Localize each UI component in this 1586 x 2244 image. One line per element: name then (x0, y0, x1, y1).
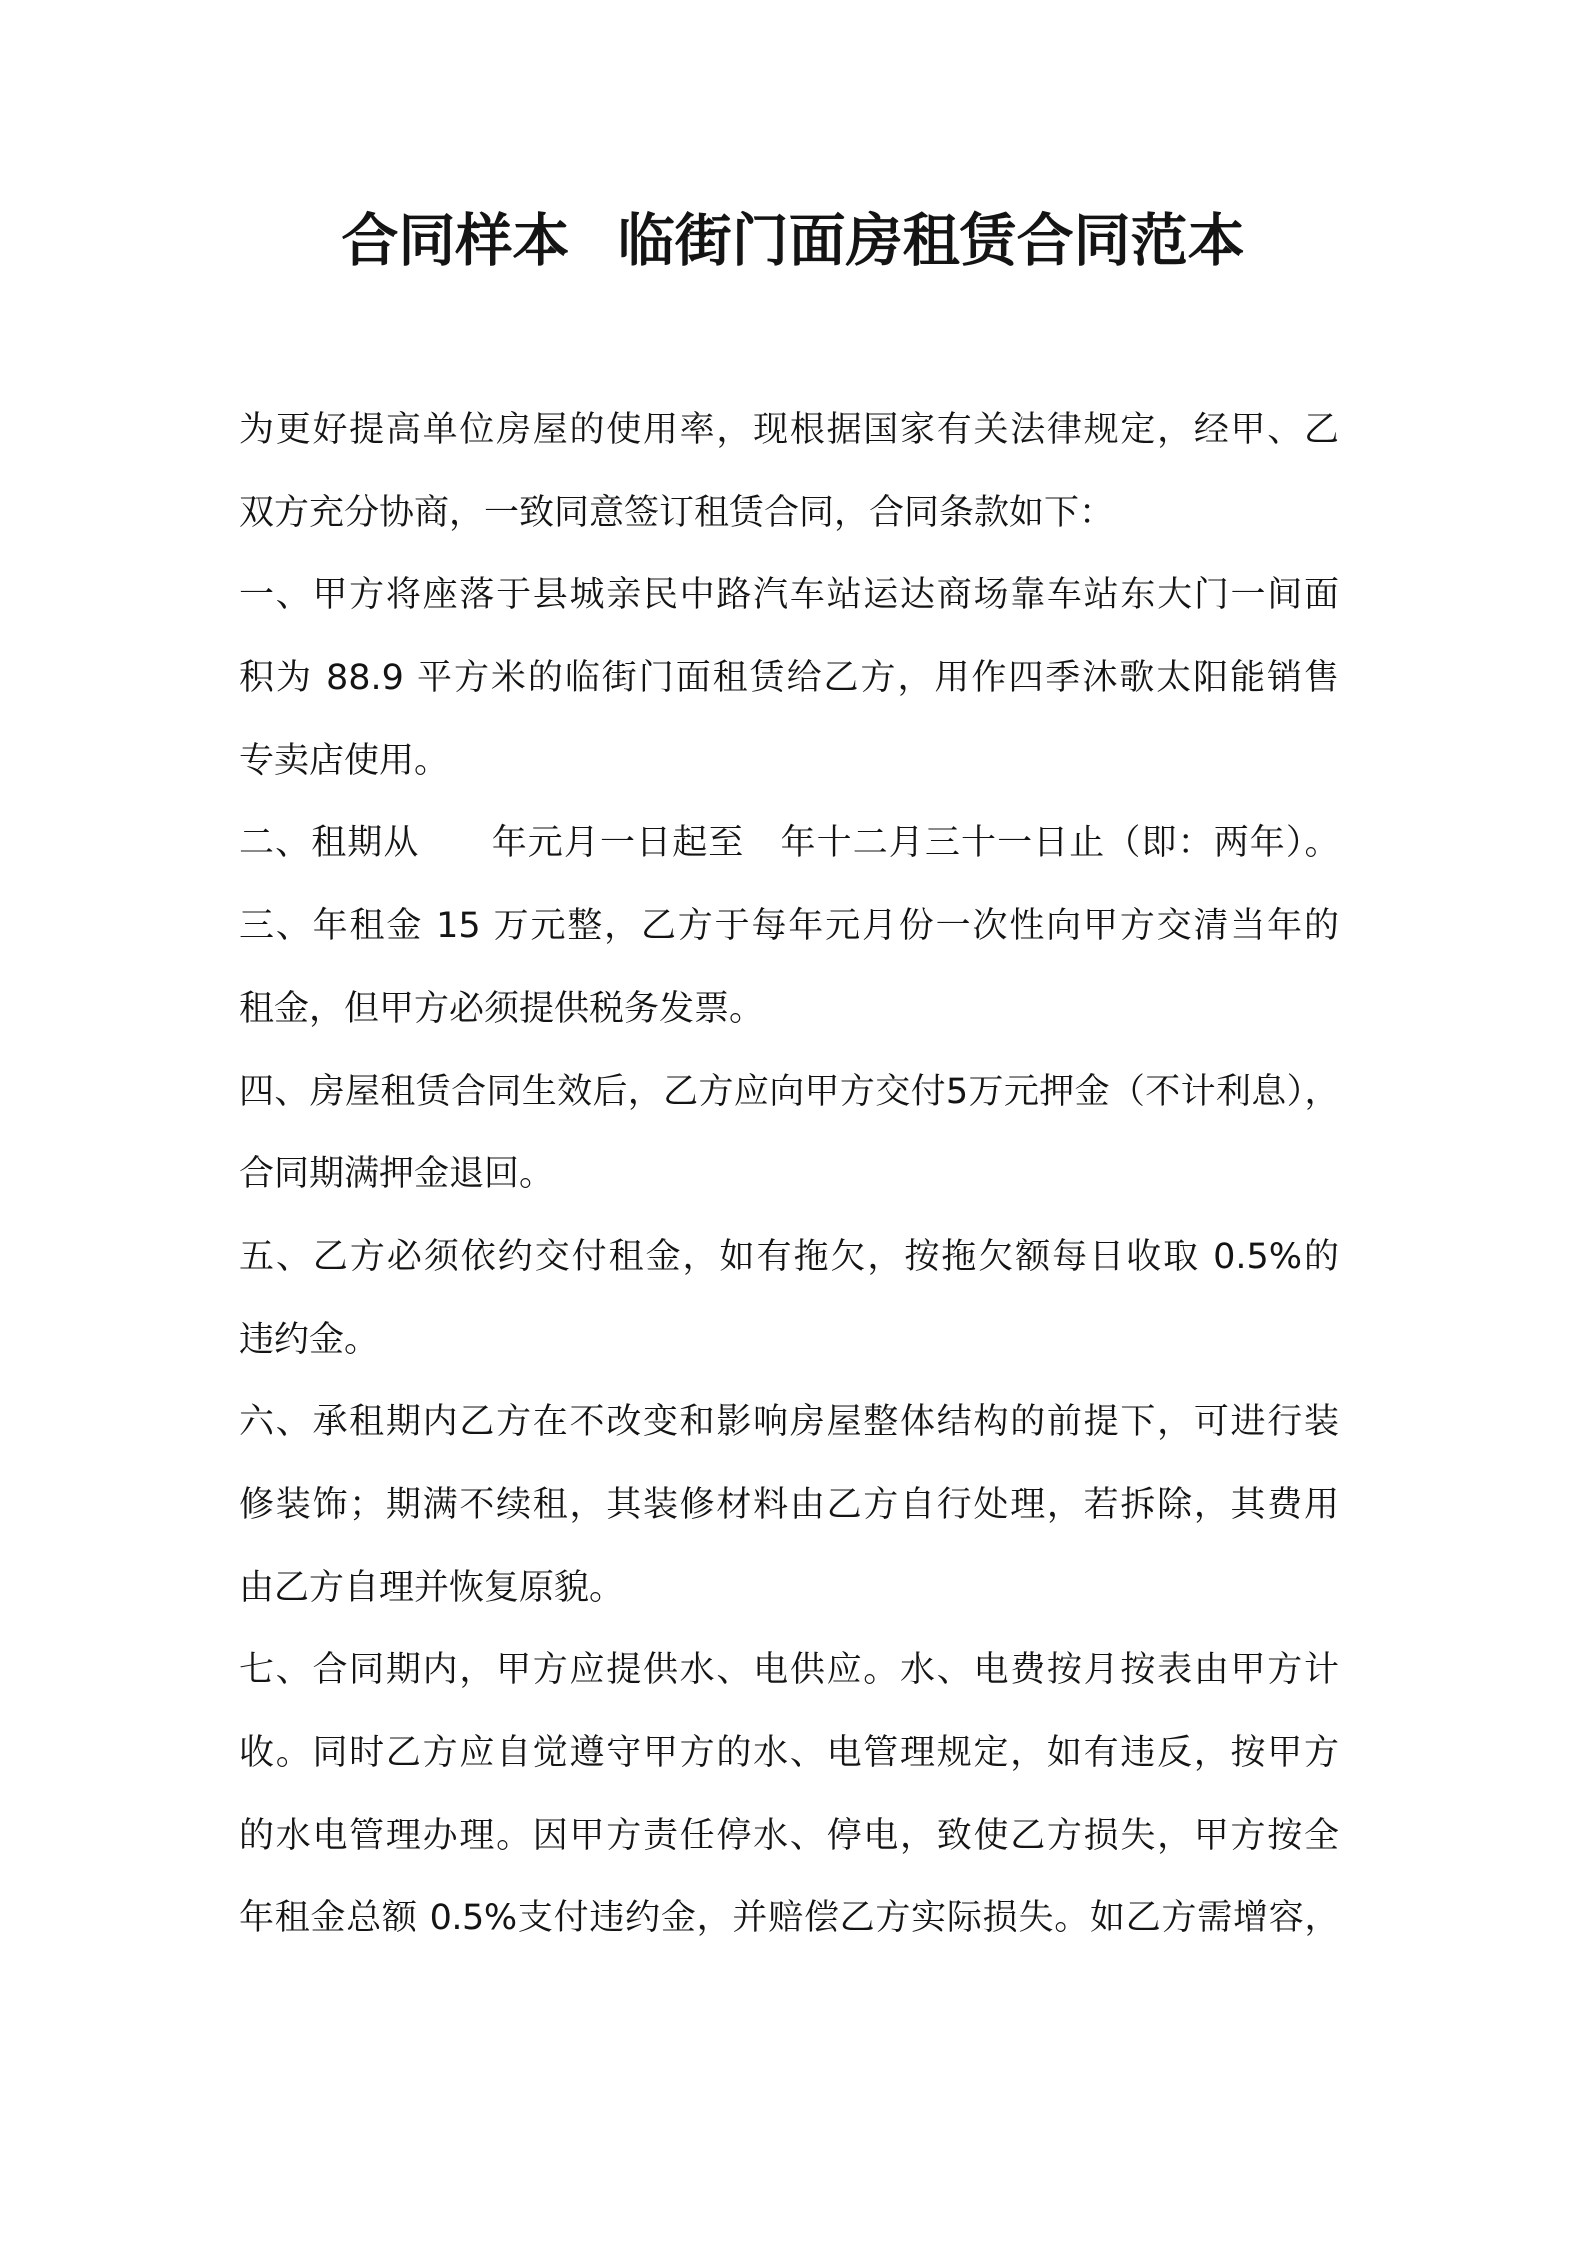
document-body (239, 389, 1339, 1960)
text-line: 收。同时乙方应自觉遵守甲方的水、电管理规定，如有违反，按甲方 (239, 1733, 1339, 1773)
text-line: 二、租期从 年元月一日起至 年十二月三十一日止（即：两年）。 (239, 823, 1339, 864)
text-line: 三、年租金 15 万元整，乙方于每年元月份一次性向甲方交清当年的 (239, 906, 1339, 947)
text-line: 由乙方自理并恢复原貌。 (239, 1567, 625, 1608)
text-line: 的水电管理办理。因甲方责任停水、停电，致使乙方损失，甲方按全 (239, 1815, 1339, 1856)
clause-6 (239, 1381, 1339, 1629)
text-line: 七、合同期内，甲方应提供水、电供应。水、电费按月按表由甲方计 (239, 1650, 1339, 1691)
text-line: 租金，但甲方必须提供税务发票。 (239, 988, 765, 1029)
text-line: 积为 88.9 平方米的临街门面租赁给乙方，用作四季沐歌太阳能销售 (239, 658, 1339, 699)
clause-3 (239, 885, 1339, 1050)
text-line: 五、乙方必须依约交付租金，如有拖欠，按拖欠额每日收取 0.5%的 (239, 1236, 1339, 1277)
text-line: 违约金。 (239, 1319, 380, 1360)
text-line: 四、房屋租赁合同生效后，乙方应向甲方交付5万元押金（不计利息）， (239, 1071, 1339, 1112)
text-line: 为更好提高单位房屋的使用率，现根据国家有关法律规定，经甲、乙 (239, 410, 1339, 450)
paragraph-intro (239, 389, 1339, 554)
clause-7 (239, 1629, 1339, 1960)
clause-5 (239, 1216, 1339, 1381)
clause-4 (239, 1051, 1339, 1216)
text-line: 双方充分协商，一致同意签订租赁合同，合同条款如下： (239, 492, 1115, 533)
text-line: 六、承租期内乙方在不改变和影响房屋整体结构的前提下，可进行装 (239, 1402, 1339, 1443)
text-line: 年租金总额 0.5%支付违约金，并赔偿乙方实际损失。如乙方需增容， (239, 1898, 1339, 1939)
text-line: 修装饰；期满不续租，其装修材料由乙方自行处理，若拆除，其费用 (239, 1484, 1339, 1525)
text-line: 专卖店使用。 (239, 740, 450, 781)
text-line: 一、甲方将座落于县城亲民中路汽车站运达商场靠车站东大门一间面 (239, 575, 1339, 616)
document-title: 合同样本 临街门面房租赁合同范本 (341, 208, 1245, 274)
clause-1 (239, 554, 1339, 802)
clause-2 (239, 802, 1339, 885)
text-line: 合同期满押金退回。 (239, 1154, 555, 1195)
